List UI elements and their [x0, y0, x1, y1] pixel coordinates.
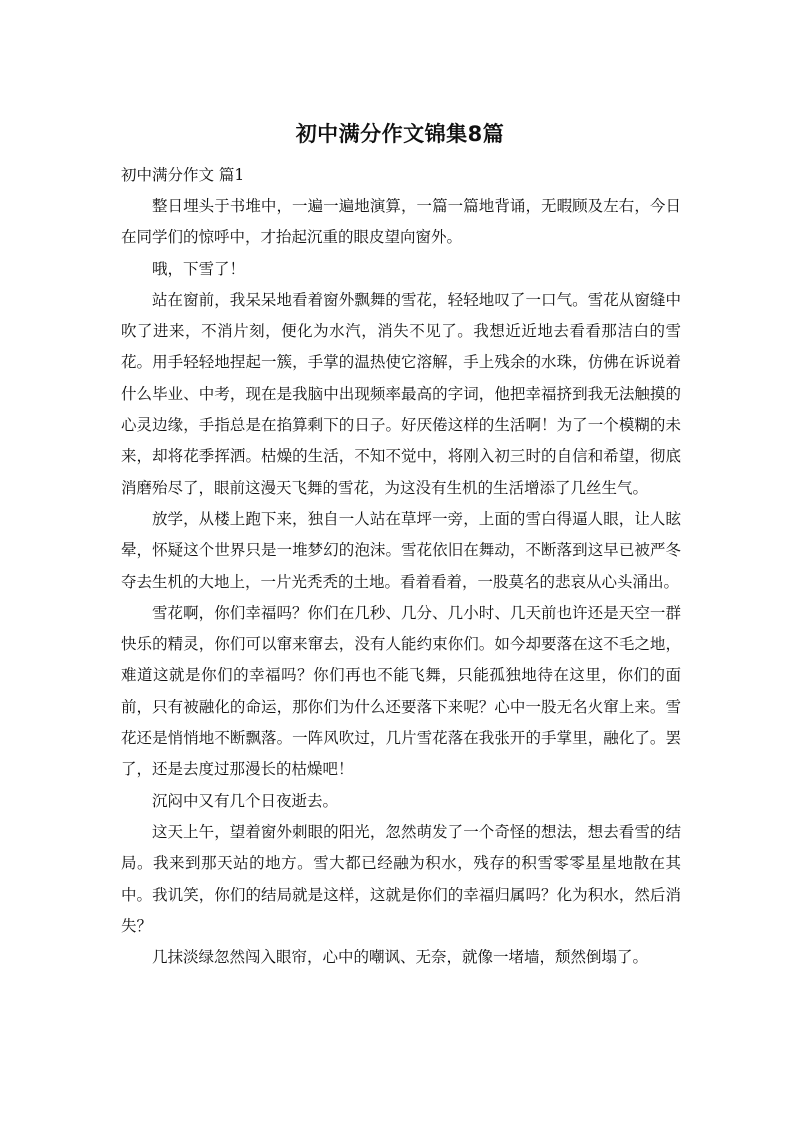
document-title: 初中满分作文锦集8篇 — [295, 122, 505, 146]
paragraph: 雪花啊，你们幸福吗？你们在几秒、几分、几小时、几天前也许还是天空一群快乐的精灵，你们可以窜来窜去，没有人能约束你们。如今却要落在这不毛之地，难道这就是你们的幸福吗？你们再也不能飞舞，只能孤独地待在这里，你们的面前，只有被融化的命运，那你们为什么还要落下来呢？心中一股无名火窜上来。雪花还是悄悄地不断飘落。一阵风吹过，几片雪花落在我张开的手掌里，融化了。罢了，还是去度过那漫长的枯燥吧！ — [121, 603, 681, 779]
paragraph: 这天上午，望着窗外刺眼的阳光，忽然萌发了一个奇怪的想法，想去看雪的结局。我来到那天站的地方。雪大都已经融为积水，残存的积雪零零星星地散在其中。我讥笑，你们的结局就是这样，这就是你们的幸福归属吗？化为积水，然后消失？ — [121, 822, 681, 935]
paragraph: 站在窗前，我呆呆地看着窗外飘舞的雪花，轻轻地叹了一口气。雪花从窗缝中吹了进来，不消片刻，便化为水汽，消失不见了。我想近近地去看看那洁白的雪花。用手轻轻地捏起一簇，手掌的温热使它溶解，手上残余的水珠，仿佛在诉说着什么毕业、中考，现在是我脑中出现频率最高的字词，他把幸福挤到我无法触摸的心灵边缘，手指总是在掐算剩下的日子。好厌倦这样的生活啊！为了一个模糊的未来，却将花季挥洒。枯燥的生活，不知不觉中，将刚入初三时的自信和希望，彻底消磨殆尽了，眼前这漫天飞舞的雪花，为这没有生机的生活增添了几丝生气。 — [121, 290, 681, 497]
essay-body — [121, 191, 681, 973]
paragraph: 放学，从楼上跑下来，独自一人站在草坪一旁，上面的雪白得逼人眼，让人眩晕，怀疑这个世界只是一堆梦幻的泡沫。雪花依旧在舞动，不断落到这早已被严冬夺去生机的大地上，一片光秃秃的土地。看着看着，一股莫名的悲哀从心头涌出。 — [121, 509, 681, 591]
paragraph: 整日埋头于书堆中，一遍一遍地演算，一篇一篇地背诵，无暇顾及左右，今日在同学们的惊呼中，才抬起沉重的眼皮望向窗外。 — [121, 197, 681, 247]
paragraph: 几抹淡绿忽然闯入眼帘，心中的嘲讽、无奈，就像一堵墙，颓然倒塌了。 — [152, 948, 649, 967]
section-heading: 初中满分作文 篇1 — [121, 166, 245, 184]
paragraph: 沉闷中又有几个日夜逝去。 — [152, 791, 339, 810]
paragraph: 哦，下雪了！ — [152, 259, 246, 278]
